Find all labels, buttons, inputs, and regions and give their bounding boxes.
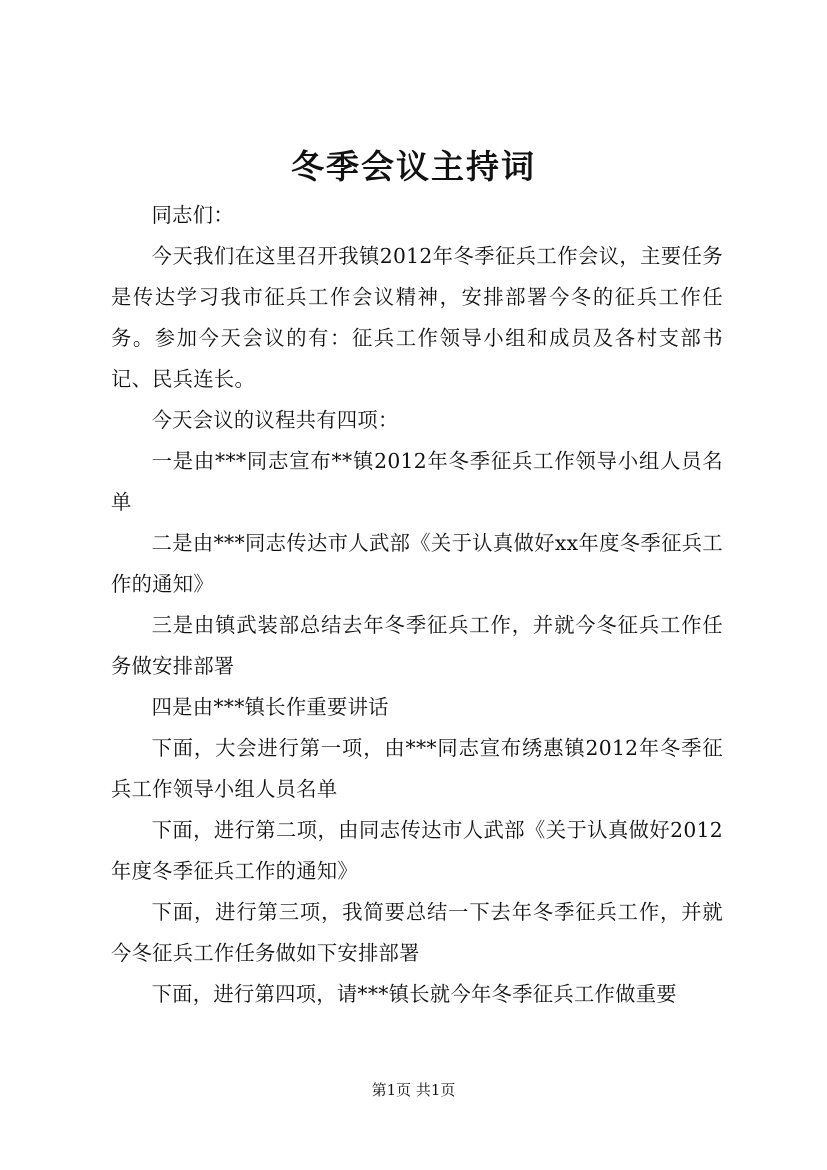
paragraph-step-2: 下面，进行第二项，由同志传达市人武部《关于认真做好2012年度冬季征兵工作的通知》 (111, 818, 723, 883)
paragraph-salutation: 同志们： (151, 203, 234, 227)
paragraph-agenda-item-4: 四是由***镇长作重要讲话 (151, 695, 389, 719)
document-title: 冬季会议主持词 (291, 147, 536, 186)
document-body (111, 195, 723, 1015)
paragraph-step-3: 下面，进行第三项，我简要总结一下去年冬季征兵工作，并就今冬征兵工作任务做如下安排部署 (111, 900, 723, 965)
paragraph-step-1: 下面，大会进行第一项，由***同志宣布绣惠镇2012年冬季征兵工作领导小组人员名单 (111, 736, 723, 801)
paragraph-agenda-heading: 今天会议的议程共有四项： (151, 408, 399, 432)
paragraph-step-4: 下面，进行第四项，请***镇长就今年冬季征兵工作做重要 (151, 982, 677, 1006)
paragraph-agenda-item-2: 二是由***同志传达市人武部《关于认真做好xx年度冬季征兵工作的通知》 (111, 531, 723, 596)
paragraph-agenda-item-3: 三是由镇武装部总结去年冬季征兵工作，并就今冬征兵工作任务做安排部署 (111, 613, 723, 678)
page-footer: 第1页 共1页 (371, 1081, 456, 1099)
paragraph-intro: 今天我们在这里召开我镇2012年冬季征兵工作会议，主要任务是传达学习我市征兵工作会议精神，安排部署今冬的征兵工作任务。参加今天会议的有：征兵工作领导小组和成员及各村支部书记、民兵连长。 (111, 244, 723, 391)
paragraph-agenda-item-1: 一是由***同志宣布**镇2012年冬季征兵工作领导小组人员名单 (111, 449, 723, 514)
